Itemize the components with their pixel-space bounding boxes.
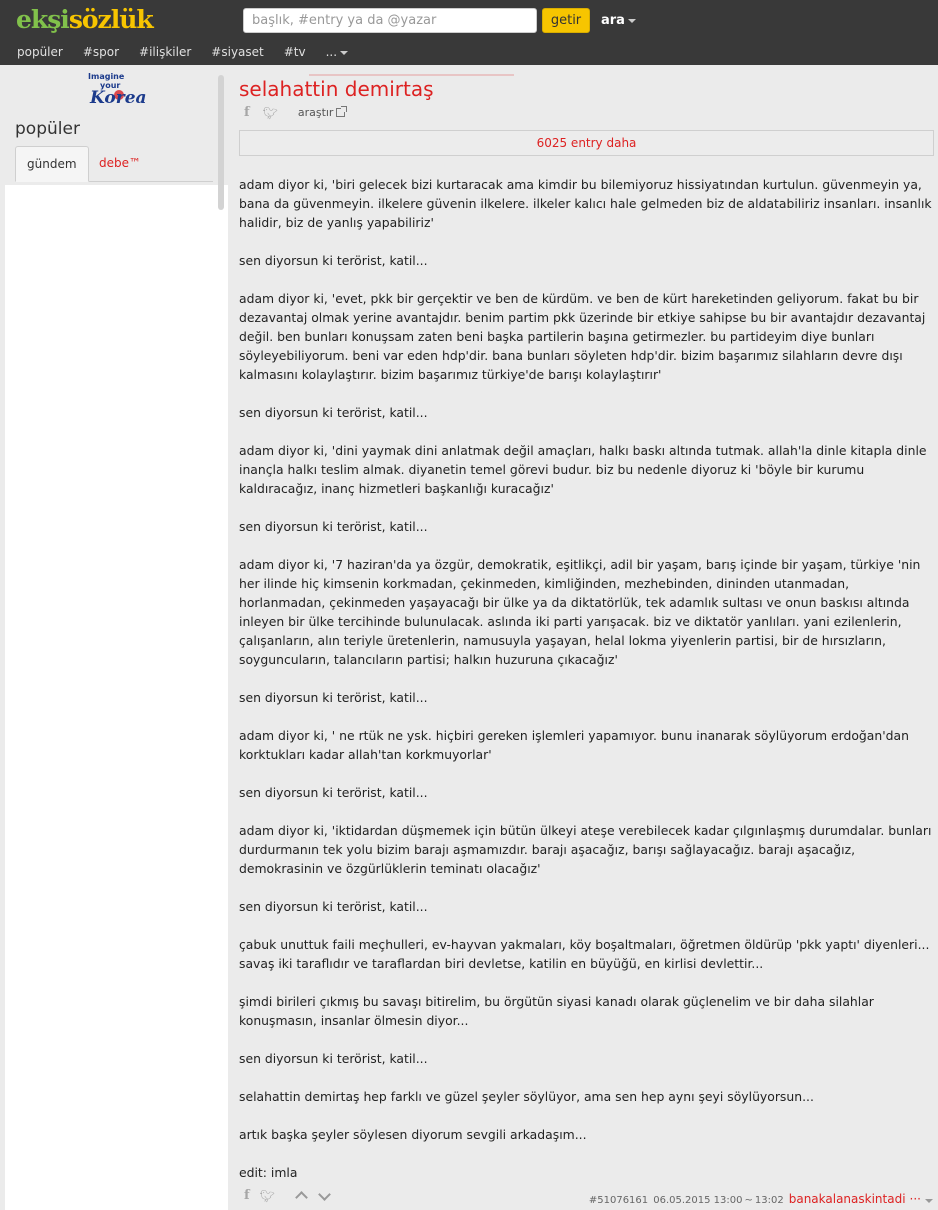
search-button[interactable]: getir [542, 8, 590, 33]
sidebar-ad-logo[interactable] [88, 72, 147, 114]
entry-paragraph: edit: imla [239, 1165, 298, 1180]
tab-debe[interactable]: debe™ [99, 156, 141, 170]
topic-nav [17, 45, 348, 59]
entry-paragraph: çabuk unuttuk faili meçhulleri, ev-hayvan yakmaları, köy boşaltmaları, öğretmen öldürüp 'pkk yaptı' diyenleri... savaş iki taraflıdır ve taraflardan biri devletse, katilin en büyüğü, en kirlisi devlettir... [239, 937, 930, 971]
entry-footer [239, 1185, 933, 1205]
advanced-search-label: ara [601, 13, 625, 28]
caret-down-icon [628, 19, 636, 23]
sidebar-scrollbar[interactable] [218, 75, 224, 210]
twitter-icon[interactable]: 🐦︎ [259, 1188, 275, 1203]
caret-down-icon[interactable] [925, 1199, 933, 1203]
logo-text-2: sözlük [68, 5, 153, 34]
nav-spor[interactable]: #spor [82, 45, 120, 59]
sidebar [0, 65, 228, 1210]
entry-meta [589, 1188, 933, 1207]
sidebar-topic-list [5, 185, 228, 1210]
nav-more-label: ... [325, 45, 338, 59]
entry-paragraph: sen diyorsun ki terörist, katil... [239, 519, 428, 534]
nav-popular[interactable]: popüler [17, 45, 63, 59]
entry-paragraph: sen diyorsun ki terörist, katil... [239, 253, 428, 268]
topic-tools [244, 105, 345, 120]
entry-date[interactable]: 06.05.2015 13:00 [653, 1195, 743, 1206]
entry-paragraph: adam diyor ki, 'dini yaymak dini anlatmak değil amaçları, halkı baskı altında tutmak. allah'la dinle kitapla dinle inançla halkı teslim almak. diyanetin temel görevi budur. biz bu nedenle diyoruz ki 'böyle bir kurumu kaldıracağız, inanç hizmetleri başkanlığı kuracağız' [239, 443, 927, 496]
upvote-icon[interactable] [295, 1191, 308, 1204]
external-link-icon [336, 108, 345, 117]
entry-paragraph: sen diyorsun ki terörist, katil... [239, 1051, 428, 1066]
ad-text-1: Imagine [88, 72, 125, 81]
topic-title[interactable]: selahattin demirtaş [239, 77, 434, 101]
entry-actions [244, 1188, 343, 1203]
research-link[interactable] [298, 106, 346, 119]
entry-paragraph: şimdi birileri çıkmış bu savaşı bitirelim, bu örgütün siyasi kanadı olarak güçlenelim ve bir daha silahlar konuşmasın, insanlar ölmesin diyor... [239, 994, 874, 1028]
entry-more-menu[interactable]: ··· [909, 1192, 921, 1206]
logo-text-1: ekşi [16, 5, 69, 34]
top-bar [0, 0, 938, 65]
entry-paragraph: artık başka şeyler söylesen diyorum sevgili arkadaşım... [239, 1127, 587, 1142]
entry-paragraph: adam diyor ki, 'biri gelecek bizi kurtaracak ama kimdir bu bilemiyoruz hissiyatından kurtulun. güvenmeyin ya, bana da güvenmeyin. ilkelere güvenin ilkelere. ilkeler kalıcı hale gelmeden biz de aldatabiliriz insanları. insanlık halidir, biz de yanlış yapabiliriz' [239, 177, 932, 230]
entry-paragraph: adam diyor ki, '7 haziran'da ya özgür, demokratik, eşitlikçi, adil bir yaşam, barış içinde bir yaşam, türkiye 'nin her ilinde hiç kimsenin korkmadan, çekinmeden, kimliğinden, mezhebinden, dininden utanmadan, horlanmadan, çekinmeden yaşayacağı bir ülke ya da diktatörlük, tek adamlık sultası ve onun baskısı altında inleyen bir ülke tercihinde bulunulacak. aslında iki parti yarışacak. biz ve diktatör yanlıları. yani ezilenlerin, çalışanların, alın teriyle üretenlerin, namusuyla yaşayan, helal lokma yiyenlerin partisi, bir de hırsızların, soyguncuların, talancıların partisi; halkın huzuruna çıkacağız' [239, 557, 921, 667]
entry-paragraph: sen diyorsun ki terörist, katil... [239, 690, 428, 705]
ad-text-2: your [100, 81, 121, 90]
downvote-icon[interactable] [318, 1188, 331, 1201]
twitter-icon[interactable]: 🐦︎ [262, 105, 278, 120]
caret-down-icon [340, 51, 348, 55]
entry-paragraph: sen diyorsun ki terörist, katil... [239, 405, 428, 420]
entry-paragraph: adam diyor ki, 'iktidardan düşmemek için bütün ülkeyi ateşe verebilecek kadar çılgınlaşmış durumdalar. bunları durdurmanın tek yolu bizim barajı aşmamızdır. barajı aşacağız, barışı sağlayacağız. barajı aşacağız, demokrasinin ve özgürlüklerin teminatı olacağız' [239, 823, 932, 876]
nav-more[interactable] [326, 45, 348, 59]
more-entries-button[interactable]: 6025 entry daha [239, 130, 934, 156]
advanced-search-dropdown[interactable] [601, 13, 636, 28]
tab-gundem[interactable]: gündem [15, 146, 89, 182]
entry-author[interactable]: banakalanaskintadi [788, 1192, 906, 1206]
nav-iliskiler[interactable]: #ilişkiler [139, 45, 192, 59]
entry-paragraph: sen diyorsun ki terörist, katil... [239, 899, 428, 914]
entry-paragraph: selahattin demirtaş hep farklı ve güzel şeyler söylüyor, ama sen hep aynı şeyi söylüyorsun... [239, 1089, 814, 1104]
entry-paragraph: adam diyor ki, 'evet, pkk bir gerçektir ve ben de kürdüm. ve ben de kürt hareketinden geliyorum. fakat bu bir dezavantaj olmak yerine avantajdır. benim partim pkk üzerinde bir etkiye sahipse bu bir avantajdır dezavantaj değil. ben bunları konuşsam zaten beni başka partilerin başına getirmezler. bu partideyim diye bunları söyleyebiliyorum. beni var eden hdp'dir. bana bunları söyleten hdp'dir. bizim başarımız silahların devre dışı kalmasını kolaylaştırır. bizim başarımız türkiye'de barışı kolaylaştırır' [239, 291, 926, 382]
facebook-icon[interactable]: f [244, 1188, 250, 1203]
entry-edit-time: 13:02 [754, 1195, 784, 1206]
facebook-icon[interactable]: f [244, 105, 250, 120]
date-separator: ~ [744, 1195, 753, 1206]
entry-paragraph: sen diyorsun ki terörist, katil... [239, 785, 428, 800]
entry-paragraph: adam diyor ki, ' ne rtük ne ysk. hiçbiri gereken işlemleri yapamıyor. bunu inanarak söylüyorum erdoğan'dan korktukları kadar allah'tan korkmuyorlar' [239, 728, 909, 762]
research-label: araştır [297, 106, 334, 119]
sidebar-title: popüler [15, 119, 80, 139]
search-input[interactable] [243, 8, 537, 33]
sidebar-tabs [15, 146, 213, 182]
ad-text-3: Korea [90, 88, 147, 108]
title-accent-line [309, 74, 514, 76]
nav-siyaset[interactable]: #siyaset [211, 45, 264, 59]
nav-tv[interactable]: #tv [283, 45, 306, 59]
entry-content [239, 175, 933, 1182]
site-logo[interactable] [16, 5, 153, 35]
entry-id[interactable]: #51076161 [588, 1195, 649, 1206]
